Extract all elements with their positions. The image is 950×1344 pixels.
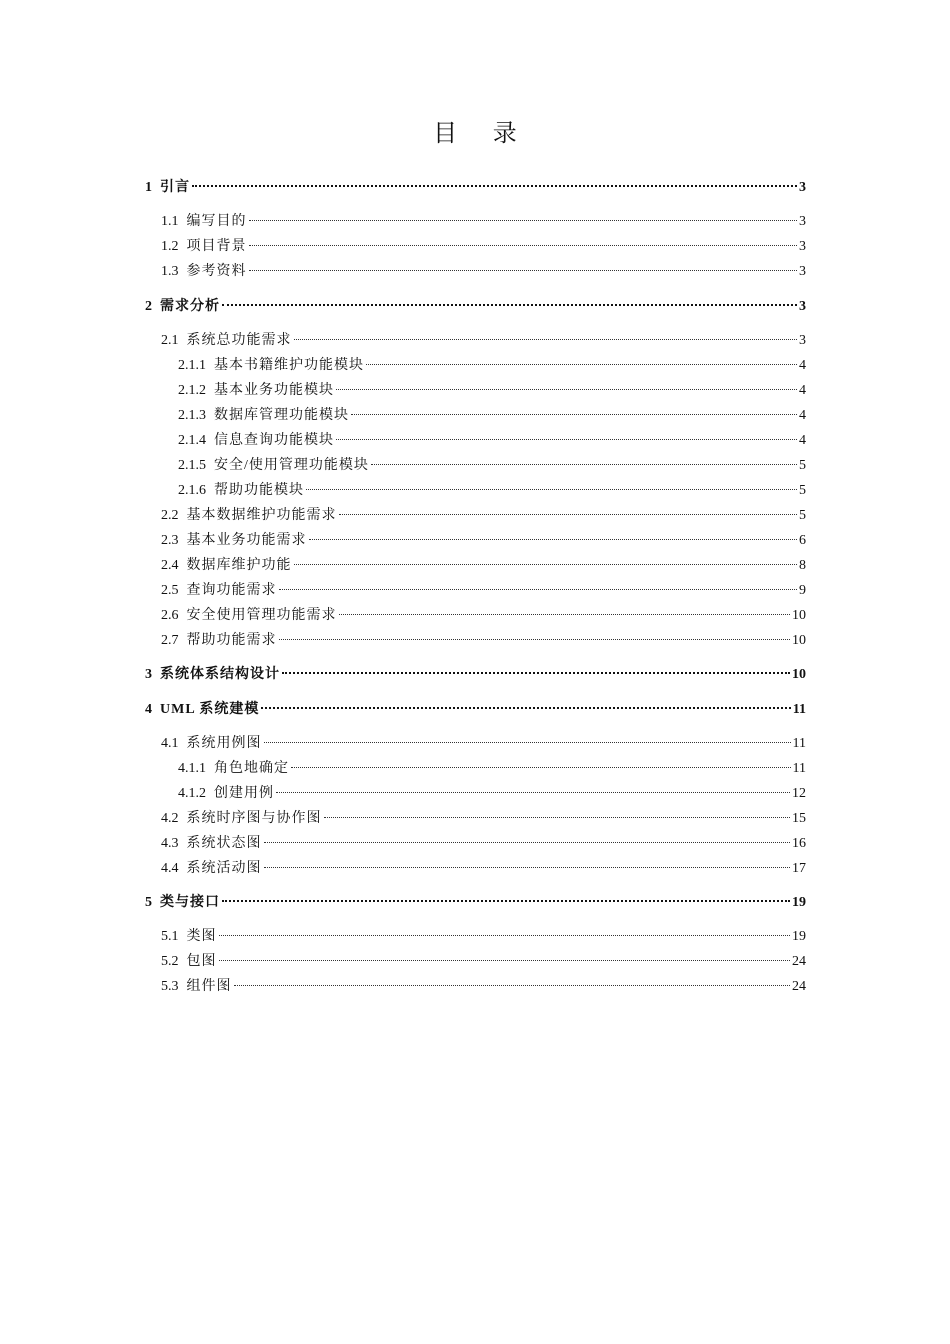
dot-leader [282,672,790,674]
dot-leader [249,270,798,271]
toc-entry-number: 4.1 [161,736,179,751]
toc-entry-label: 基本书籍维护功能模块 [214,358,364,373]
toc-entry-number: 2 [145,299,152,314]
dot-leader [294,339,798,340]
dot-leader [222,304,797,306]
dot-leader [276,792,790,793]
toc-entry-label: 项目背景 [186,239,247,254]
toc-entry-number: 5.3 [161,979,179,994]
toc-entry[interactable] [145,893,806,913]
toc-entry[interactable] [145,700,806,720]
toc-entry-label: 帮助功能模块 [214,483,304,498]
toc-entry-number: 4.2 [161,811,179,826]
toc-entry-page-number: 11 [792,702,806,717]
toc-entry-number: 1.3 [161,264,179,279]
toc-entry-label: 引言 [160,180,190,195]
dot-leader [219,960,791,961]
toc-entry-page-number: 9 [799,583,806,598]
toc-entry-page-number: 4 [799,383,806,398]
toc-entry-number: 5.2 [161,954,179,969]
toc-entry-page-number: 3 [799,180,806,195]
toc-entry[interactable] [161,809,806,829]
toc-entry-number: 2.1.6 [178,483,206,498]
toc-entry-page-number: 15 [792,811,806,826]
toc-entry[interactable] [161,606,806,626]
toc-entry-number: 2.1.5 [178,458,206,473]
toc-entry-page-number: 24 [792,954,806,969]
toc-entry-page-number: 3 [799,333,806,348]
toc-entry-label: 查询功能需求 [186,583,277,598]
toc-entry-number: 2.1 [161,333,179,348]
dot-leader [264,842,791,843]
toc-entry-page-number: 16 [792,836,806,851]
toc-entry[interactable] [161,631,806,651]
toc-entry-label: 基本数据维护功能需求 [186,508,337,523]
dot-leader [324,817,791,818]
toc-entry[interactable] [178,784,806,804]
toc-entry[interactable] [178,356,806,376]
toc-entry[interactable] [161,734,806,754]
toc-entry-number: 2.5 [161,583,179,598]
dot-leader [306,489,797,490]
toc-entry-page-number: 4 [799,408,806,423]
toc-entry-page-number: 10 [792,633,806,648]
toc-entry-label: 系统用例图 [186,736,262,751]
toc-entry-label: 类与接口 [160,895,220,910]
toc-entry[interactable] [161,834,806,854]
toc-entry-page-number: 4 [799,358,806,373]
toc-entry[interactable] [161,581,806,601]
toc-entry[interactable] [161,506,806,526]
toc-entry-label: 角色地确定 [214,761,289,776]
toc-entry-number: 2.1.3 [178,408,206,423]
toc-entry-number: 2.7 [161,633,179,648]
toc-entry-page-number: 3 [799,214,806,229]
toc-entry-number: 2.1.2 [178,383,206,398]
toc-entry-label: 类图 [186,929,217,944]
dot-leader [294,564,798,565]
dot-leader [351,414,797,415]
toc-entry[interactable] [161,212,806,232]
dot-leader [336,439,797,440]
toc-entry-page-number: 19 [792,929,806,944]
toc-entry-number: 2.1.1 [178,358,206,373]
toc-entry-number: 1 [145,180,152,195]
toc-entry-number: 4 [145,702,152,717]
dot-leader [261,707,790,709]
toc-entry-label: 信息查询功能模块 [214,433,334,448]
toc-entry-label: 系统时序图与协作图 [186,811,322,826]
dot-leader [339,514,798,515]
toc-entry-page-number: 24 [792,979,806,994]
toc-entry-number: 1.1 [161,214,179,229]
toc-entry-label: 需求分析 [160,299,220,314]
dot-leader [249,220,798,221]
toc-entry-page-number: 4 [799,433,806,448]
toc-entry-number: 2.4 [161,558,179,573]
toc-entry-number: 4.1.1 [178,761,206,776]
toc-entry-page-number: 11 [792,761,806,776]
toc-entry-label: 帮助功能需求 [186,633,277,648]
toc-entry[interactable] [145,297,806,317]
toc-entry-label: 系统状态图 [186,836,262,851]
toc-entry-number: 4.3 [161,836,179,851]
toc-entry-page-number: 3 [799,264,806,279]
toc-entry-number: 1.2 [161,239,179,254]
toc-entry-number: 2.6 [161,608,179,623]
toc-entry-label: 创建用例 [214,786,274,801]
toc-entry[interactable] [161,237,806,257]
toc-entry-label: 基本业务功能需求 [186,533,307,548]
toc-entry-label: 编写目的 [186,214,247,229]
toc-entry[interactable] [178,381,806,401]
toc-entry-label: 数据库维护功能 [186,558,292,573]
toc-entry-label: 数据库管理功能模块 [214,408,349,423]
toc-entry-label: 组件图 [186,979,232,994]
toc-entry-label: 参考资料 [186,264,247,279]
toc-entry-label: 系统体系结构设计 [160,667,280,682]
toc-entry-number: 4.1.2 [178,786,206,801]
toc-entry-number: 2.3 [161,533,179,548]
toc-entry-page-number: 10 [792,667,806,682]
toc-entry-page-number: 3 [799,299,806,314]
dot-leader [291,767,791,768]
toc-entry[interactable] [178,456,806,476]
toc-entry-number: 5.1 [161,929,179,944]
toc-entry-label: 安全使用管理功能需求 [186,608,337,623]
toc-entry[interactable] [161,977,806,997]
dot-leader [234,985,791,986]
toc-entry-page-number: 5 [799,483,806,498]
dot-leader [279,589,798,590]
toc-entry[interactable] [178,481,806,501]
dot-leader [279,639,791,640]
toc-entry-number: 3 [145,667,152,682]
toc-entry-page-number: 5 [799,458,806,473]
toc-entry[interactable] [145,178,806,198]
toc-entry[interactable] [161,556,806,576]
toc-entry-page-number: 19 [792,895,806,910]
toc-entry[interactable] [161,531,806,551]
toc-entry-page-number: 8 [799,558,806,573]
toc-entry-page-number: 11 [792,736,806,751]
dot-leader [264,867,791,868]
toc-entry-number: 2.2 [161,508,179,523]
toc-entry-page-number: 6 [799,533,806,548]
toc-entry[interactable] [161,952,806,972]
toc-entry-label: 系统总功能需求 [186,333,292,348]
dot-leader [371,464,797,465]
toc-entry-label: 基本业务功能模块 [214,383,334,398]
toc-entry[interactable] [161,262,806,282]
toc-entry[interactable] [145,665,806,685]
toc-entry-page-number: 5 [799,508,806,523]
dot-leader [309,539,798,540]
dot-leader [366,364,797,365]
dot-leader [222,900,790,902]
toc-entry[interactable] [178,406,806,426]
toc-entry[interactable] [161,927,806,947]
toc-entry-label: UML 系统建模 [160,702,260,717]
toc-entry[interactable] [178,431,806,451]
toc-entry-number: 5 [145,895,152,910]
toc-entry-label: 安全/使用管理功能模块 [214,458,369,473]
toc-entry-page-number: 3 [799,239,806,254]
toc-entry[interactable] [161,859,806,879]
toc-entry-page-number: 10 [792,608,806,623]
dot-leader [336,389,797,390]
toc-entry-number: 2.1.4 [178,433,206,448]
dot-leader [219,935,791,936]
toc-entry-page-number: 17 [792,861,806,876]
page-title: 目 录 [433,119,531,147]
toc-entry-label: 系统活动图 [186,861,262,876]
toc-entry[interactable] [178,759,806,779]
toc-entry-label: 包图 [186,954,217,969]
toc-entry-page-number: 12 [792,786,806,801]
dot-leader [249,245,798,246]
toc-entry[interactable] [161,331,806,351]
dot-leader [264,742,791,743]
toc-entry-number: 4.4 [161,861,179,876]
dot-leader [339,614,791,615]
dot-leader [192,185,797,187]
